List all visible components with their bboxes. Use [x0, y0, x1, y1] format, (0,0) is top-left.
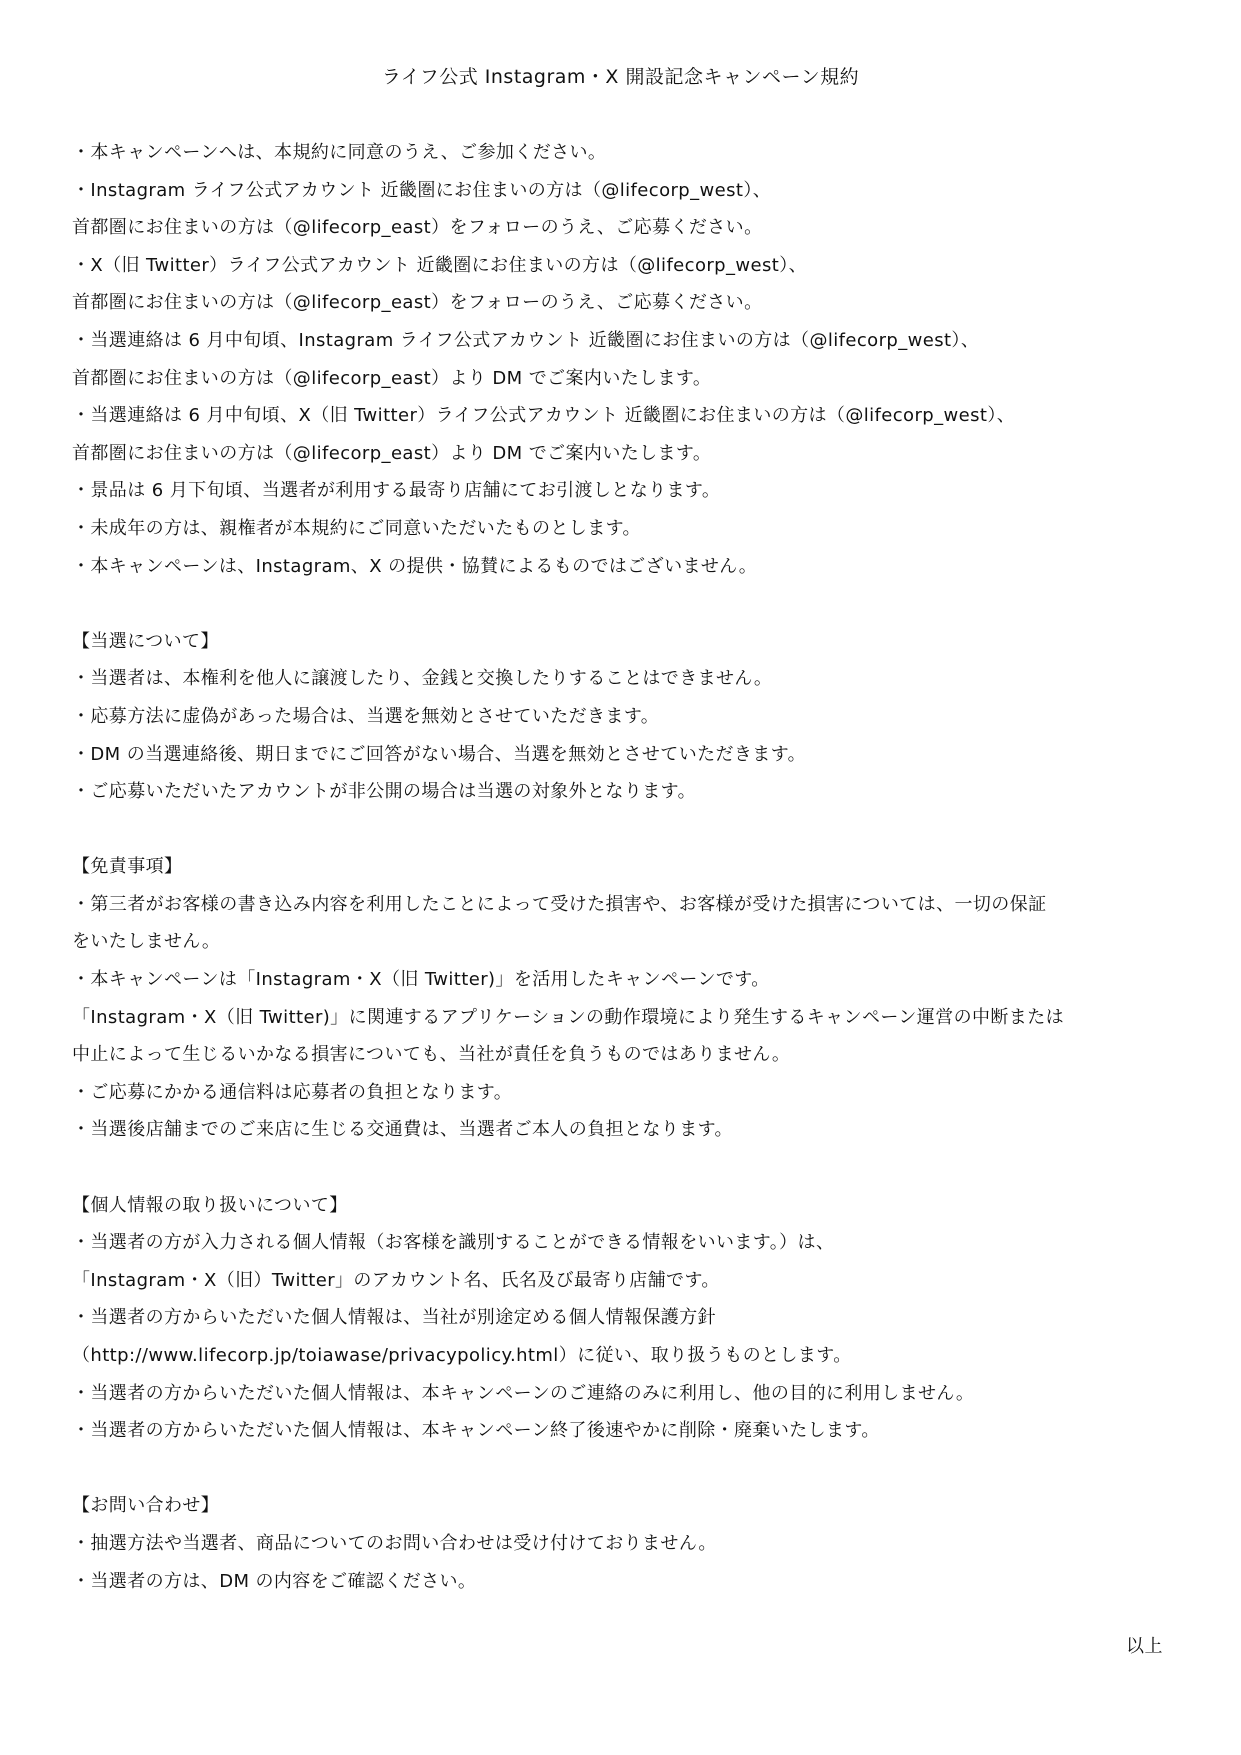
document-title: ライフ公式 Instagram・X 開設記念キャンペーン規約	[381, 66, 860, 88]
section-line: ・当選者の方からいただいた個人情報は、当社が別途定める個人情報保護方針	[72, 1307, 716, 1329]
intro-line: 首都圏にお住まいの方は（@lifecorp_east）をフォローのうえ、ご応募ください。	[72, 217, 763, 239]
section-line: ・当選後店舗までのご来店に生じる交通費は、当選者ご本人の負担となります。	[72, 1119, 733, 1141]
section-line: 「Instagram・X（旧 Twitter)」に関連するアプリケーションの動作環境により発生するキャンペーン運営の中断または	[72, 1006, 1065, 1028]
section-line: ・DM の当選連絡後、期日までにご回答がない場合、当選を無効とさせていただきます。	[72, 743, 807, 765]
closing-mark: 以上	[1126, 1636, 1163, 1657]
section-heading: 【お問い合わせ】	[72, 1495, 220, 1517]
section-line: 中止によって生じるいかなる損害についても、当社が責任を負うものではありません。	[72, 1044, 791, 1066]
section-contact	[72, 1487, 1182, 1600]
section-line: ・ご応募いただいたアカウントが非公開の場合は当選の対象外となります。	[72, 781, 696, 803]
section-line: ・当選者の方は、DM の内容をご確認ください。	[72, 1570, 477, 1592]
section-heading: 【個人情報の取り扱いについて】	[72, 1194, 348, 1216]
section-privacy	[72, 1187, 1182, 1450]
paragraph-gap	[72, 1149, 1182, 1187]
intro-line: ・景品は 6 月下旬頃、当選者が利用する最寄り店舗にてお引渡しとなります。	[72, 480, 721, 502]
section-line: ・当選者の方が入力される個人情報（お客様を識別することができる情報をいいます。）は、	[72, 1232, 835, 1254]
section-line: ・本キャンペーンは「Instagram・X（旧 Twitter)」を活用したキャンペーンです。	[72, 969, 770, 991]
intro-line: ・当選連絡は 6 月中旬頃、Instagram ライフ公式アカウント 近畿圏にお住まいの方は（@lifecorp_west）、	[72, 329, 980, 351]
section-line: 「Instagram・X（旧）Twitter」のアカウント名、氏名及び最寄り店舗です。	[72, 1269, 720, 1291]
section-winning	[72, 623, 1182, 811]
section-line: ・第三者がお客様の書き込み内容を利用したことによって受けた損害や、お客様が受けた損害については、一切の保証	[72, 893, 1047, 915]
intro-line: 首都圏にお住まいの方は（@lifecorp_east）より DM でご案内いたします。	[72, 367, 712, 389]
section-line: をいたしません。	[72, 931, 221, 953]
section-line: ・応募方法に虚偽があった場合は、当選を無効とさせていただきます。	[72, 705, 660, 727]
intro-line: ・未成年の方は、親権者が本規約にご同意いただいたものとします。	[72, 517, 641, 539]
section-line: ・当選者の方からいただいた個人情報は、本キャンペーンのご連絡のみに利用し、他の目的に利用しません。	[72, 1382, 975, 1404]
intro-line: ・当選連絡は 6 月中旬頃、X（旧 Twitter）ライフ公式アカウント 近畿圏にお住まいの方は（@lifecorp_west）、	[72, 405, 1016, 427]
section-line: ・抽選方法や当選者、商品についてのお問い合わせは受け付けておりません。	[72, 1532, 717, 1554]
section-line: ・当選者は、本権利を他人に譲渡したり、金銭と交換したりすることはできません。	[72, 668, 773, 690]
section-heading: 【免責事項】	[72, 856, 183, 878]
paragraph-gap	[72, 585, 1182, 623]
paragraph-gap	[72, 811, 1182, 849]
privacy-policy-link[interactable]: （http://www.lifecorp.jp/toiawase/privacypolicy.html）に従い、取り扱うものとします。	[72, 1345, 852, 1366]
intro-line: 首都圏にお住まいの方は（@lifecorp_east）をフォローのうえ、ご応募ください。	[72, 292, 763, 314]
document-body	[72, 134, 1182, 1600]
section-heading: 【当選について】	[72, 630, 219, 652]
intro-block	[72, 134, 1182, 585]
intro-line: ・本キャンペーンは、Instagram、X の提供・協賛によるものではございません。	[72, 555, 758, 577]
section-line: ・当選者の方からいただいた個人情報は、本キャンペーン終了後速やかに削除・廃棄いたします。	[72, 1420, 880, 1442]
section-line: ・ご応募にかかる通信料は応募者の負担となります。	[72, 1081, 513, 1103]
paragraph-gap	[72, 1450, 1182, 1488]
intro-line: 首都圏にお住まいの方は（@lifecorp_east）より DM でご案内いたします。	[72, 442, 712, 464]
section-disclaimer	[72, 848, 1182, 1149]
intro-line: ・Instagram ライフ公式アカウント 近畿圏にお住まいの方は（@lifecorp_west）、	[72, 179, 772, 201]
intro-line: ・X（旧 Twitter）ライフ公式アカウント 近畿圏にお住まいの方は（@lifecorp_west）、	[72, 254, 808, 276]
intro-line: ・本キャンペーンへは、本規約に同意のうえ、ご参加ください。	[72, 142, 607, 163]
